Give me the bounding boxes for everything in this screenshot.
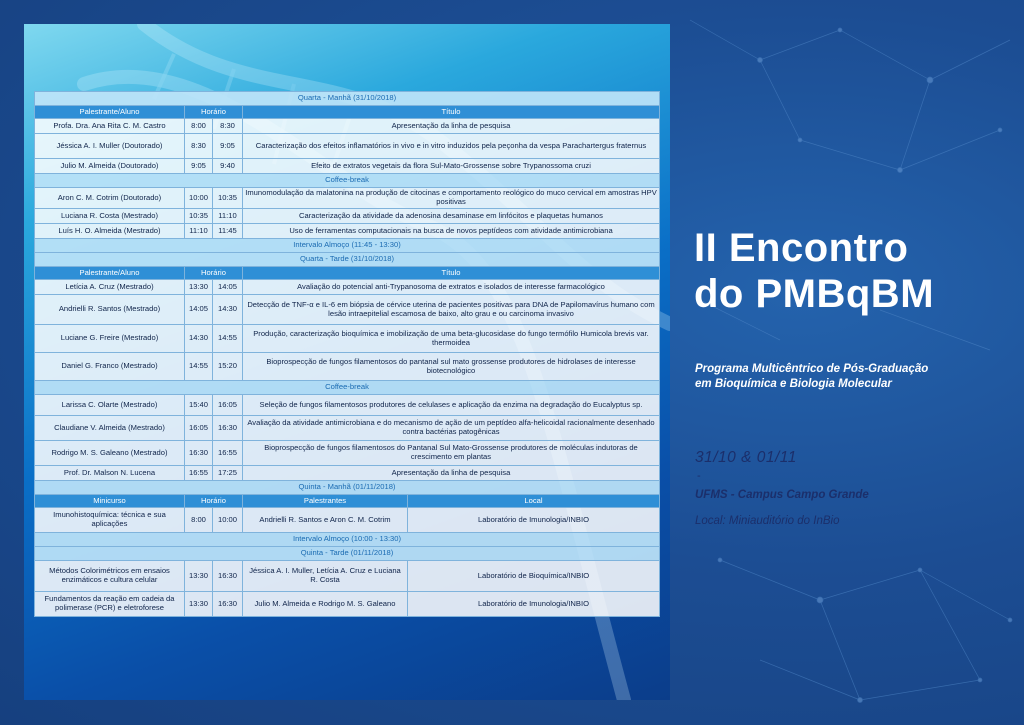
table-row: [35, 561, 660, 592]
separator-dash: -: [697, 470, 701, 482]
speakers-cell: Andrielli R. Santos e Aron C. M. Cotrim: [243, 508, 408, 533]
section-quarta-manha: Quarta - Manhã (31/10/2018): [35, 92, 660, 106]
speaker-cell: Daniel G. Franco (Mestrado): [35, 353, 185, 381]
speaker-cell: Luciana R. Costa (Mestrado): [35, 209, 185, 224]
start-cell: 8:00: [185, 508, 213, 533]
table-row: [35, 119, 660, 134]
title-cell: Apresentação da linha de pesquisa: [243, 119, 660, 134]
table-row: [35, 159, 660, 174]
title-cell: Imunomodulação da malatonina na produção de citocinas e comportamento reológico do muco cervical em amostras HPV positivas: [243, 188, 660, 209]
place-cell: Laboratório de Imunologia/INBIO: [408, 508, 660, 533]
end-cell: 16:55: [213, 441, 243, 466]
end-cell: 11:45: [213, 224, 243, 239]
speaker-cell: Larissa C. Olarte (Mestrado): [35, 395, 185, 416]
schedule-table: [34, 91, 660, 617]
end-cell: 11:10: [213, 209, 243, 224]
table-row: [35, 325, 660, 353]
end-cell: 17:25: [213, 466, 243, 481]
header-time: Horário: [185, 495, 243, 508]
speaker-cell: Jéssica A. I. Muller (Doutorado): [35, 134, 185, 159]
table-row: [35, 441, 660, 466]
speaker-cell: Julio M. Almeida (Doutorado): [35, 159, 185, 174]
title-cell: Caracterização da atividade da adenosina desaminase em linfócitos e plaquetas humanos: [243, 209, 660, 224]
course-cell: Métodos Colorimétricos em ensaios enzimáticos e cultura celular: [35, 561, 185, 592]
place-cell: Laboratório de Imunologia/INBIO: [408, 592, 660, 617]
title-cell: Avaliação do potencial anti-Trypanosoma de extratos e isolados de interesse farmacológico: [243, 280, 660, 295]
table-row: [35, 224, 660, 239]
end-cell: 15:20: [213, 353, 243, 381]
start-cell: 16:30: [185, 441, 213, 466]
title-cell: Bioprospecção de fungos filamentosos do pantanal sul mato grossense produtores de hidrolases de interesse biotecnológico: [243, 353, 660, 381]
title-cell: Detecção de TNF-α e IL-6 em biópsia de cérvice uterina de pacientes positivas para DNA de Papilomavírus humano com lesão intraepitelial escamosa de baixo, alto grau e ou carcinoma invasivo: [243, 295, 660, 325]
header-place: Local: [408, 495, 660, 508]
event-title: [694, 225, 934, 317]
start-cell: 14:55: [185, 353, 213, 381]
start-cell: 9:05: [185, 159, 213, 174]
speakers-cell: Jéssica A. I. Muller, Letícia A. Cruz e Luciana R. Costa: [243, 561, 408, 592]
start-cell: 11:10: [185, 224, 213, 239]
table-row: [35, 134, 660, 159]
event-title-line2: do PMBqBM: [694, 272, 935, 316]
speaker-cell: Rodrigo M. S. Galeano (Mestrado): [35, 441, 185, 466]
table-row: [35, 295, 660, 325]
table-row: [35, 188, 660, 209]
subtitle-line2: em Bioquímica e Biologia Molecular: [695, 378, 892, 390]
header-time: Horário: [185, 267, 243, 280]
section-quinta-manha: Quinta - Manhã (01/11/2018): [35, 481, 660, 495]
table-row: [35, 508, 660, 533]
table-row: [35, 209, 660, 224]
end-cell: 8:30: [213, 119, 243, 134]
start-cell: 8:00: [185, 119, 213, 134]
header-speaker: Palestrante/Aluno: [35, 106, 185, 119]
header-course: Minicurso: [35, 495, 185, 508]
header-time: Horário: [185, 106, 243, 119]
title-cell: Avaliação da atividade antimicrobiana e do mecanismo de ação de um peptídeo alfa-helicoidal racionalmente desenhado contra bactérias patogênicas: [243, 416, 660, 441]
title-cell: Efeito de extratos vegetais da flora Sul-Mato-Grossense sobre Trypanossoma cruzi: [243, 159, 660, 174]
end-cell: 10:35: [213, 188, 243, 209]
table-row: [35, 395, 660, 416]
event-location: Local: Miniauditório do InBio: [695, 515, 840, 527]
header-title: Título: [243, 267, 660, 280]
table-row: [35, 466, 660, 481]
title-cell: Produção, caracterização bioquímica e imobilização de uma beta-glucosidase do fungo termófilo Humicola brevis var. thermoidea: [243, 325, 660, 353]
event-title-line1: II Encontro: [694, 226, 909, 270]
start-cell: 13:30: [185, 280, 213, 295]
title-cell: Seleção de fungos filamentosos produtores de celulases e aplicação da enzima na degradação do Eucalyptus sp.: [243, 395, 660, 416]
speaker-cell: Luís H. O. Almeida (Mestrado): [35, 224, 185, 239]
section-quarta-tarde: Quarta - Tarde (31/10/2018): [35, 253, 660, 267]
table-row: [35, 416, 660, 441]
coffee-break: Coffee-break: [35, 381, 660, 395]
title-cell: Caracterização dos efeitos inflamatórios in vivo e in vitro induzidos pela peçonha da vespa Parachartergus fraternus: [243, 134, 660, 159]
start-cell: 13:30: [185, 561, 213, 592]
header-speaker: Palestrante/Aluno: [35, 267, 185, 280]
table-row: [35, 592, 660, 617]
table-row: [35, 353, 660, 381]
table-row: [35, 280, 660, 295]
end-cell: 14:55: [213, 325, 243, 353]
speakers-cell: Julio M. Almeida e Rodrigo M. S. Galeano: [243, 592, 408, 617]
end-cell: 9:05: [213, 134, 243, 159]
end-cell: 14:05: [213, 280, 243, 295]
end-cell: 14:30: [213, 295, 243, 325]
speaker-cell: Profa. Dra. Ana Rita C. M. Castro: [35, 119, 185, 134]
speaker-cell: Luciane G. Freire (Mestrado): [35, 325, 185, 353]
subtitle-line1: Programa Multicêntrico de Pós-Graduação: [695, 363, 929, 375]
start-cell: 14:05: [185, 295, 213, 325]
end-cell: 16:30: [213, 416, 243, 441]
start-cell: 10:35: [185, 209, 213, 224]
course-cell: Imunohistoquímica: técnica e sua aplicações: [35, 508, 185, 533]
start-cell: 14:30: [185, 325, 213, 353]
start-cell: 13:30: [185, 592, 213, 617]
speaker-cell: Andrielli R. Santos (Mestrado): [35, 295, 185, 325]
start-cell: 15:40: [185, 395, 213, 416]
title-cell: Uso de ferramentas computacionais na busca de novos peptídeos com atividade antimicrobiana: [243, 224, 660, 239]
place-cell: Laboratório de Bioquímica/INBIO: [408, 561, 660, 592]
end-cell: 10:00: [213, 508, 243, 533]
speaker-cell: Letícia A. Cruz (Mestrado): [35, 280, 185, 295]
speaker-cell: Prof. Dr. Malson N. Lucena: [35, 466, 185, 481]
header-title: Título: [243, 106, 660, 119]
coffee-break: Coffee-break: [35, 174, 660, 188]
header-speakers: Palestrantes: [243, 495, 408, 508]
program-subtitle: [695, 362, 995, 392]
start-cell: 16:05: [185, 416, 213, 441]
lunch-break: Intervalo Almoço (11:45 - 13:30): [35, 239, 660, 253]
title-cell: Apresentação da linha de pesquisa: [243, 466, 660, 481]
speaker-cell: Claudiane V. Almeida (Mestrado): [35, 416, 185, 441]
speaker-cell: Aron C. M. Cotrim (Doutorado): [35, 188, 185, 209]
event-dates: 31/10 & 01/11: [695, 449, 797, 466]
section-quinta-tarde: Quinta - Tarde (01/11/2018): [35, 547, 660, 561]
start-cell: 8:30: [185, 134, 213, 159]
lunch-break: Intervalo Almoço (10:00 - 13:30): [35, 533, 660, 547]
course-cell: Fundamentos da reação em cadeia da polimerase (PCR) e eletroforese: [35, 592, 185, 617]
end-cell: 16:30: [213, 592, 243, 617]
end-cell: 9:40: [213, 159, 243, 174]
start-cell: 10:00: [185, 188, 213, 209]
end-cell: 16:30: [213, 561, 243, 592]
event-campus: UFMS - Campus Campo Grande: [695, 489, 869, 501]
start-cell: 16:55: [185, 466, 213, 481]
end-cell: 16:05: [213, 395, 243, 416]
title-cell: Bioprospecção de fungos filamentosos do Pantanal Sul Mato-Grossense produtores de moléculas indutoras de crescimento em plantas: [243, 441, 660, 466]
